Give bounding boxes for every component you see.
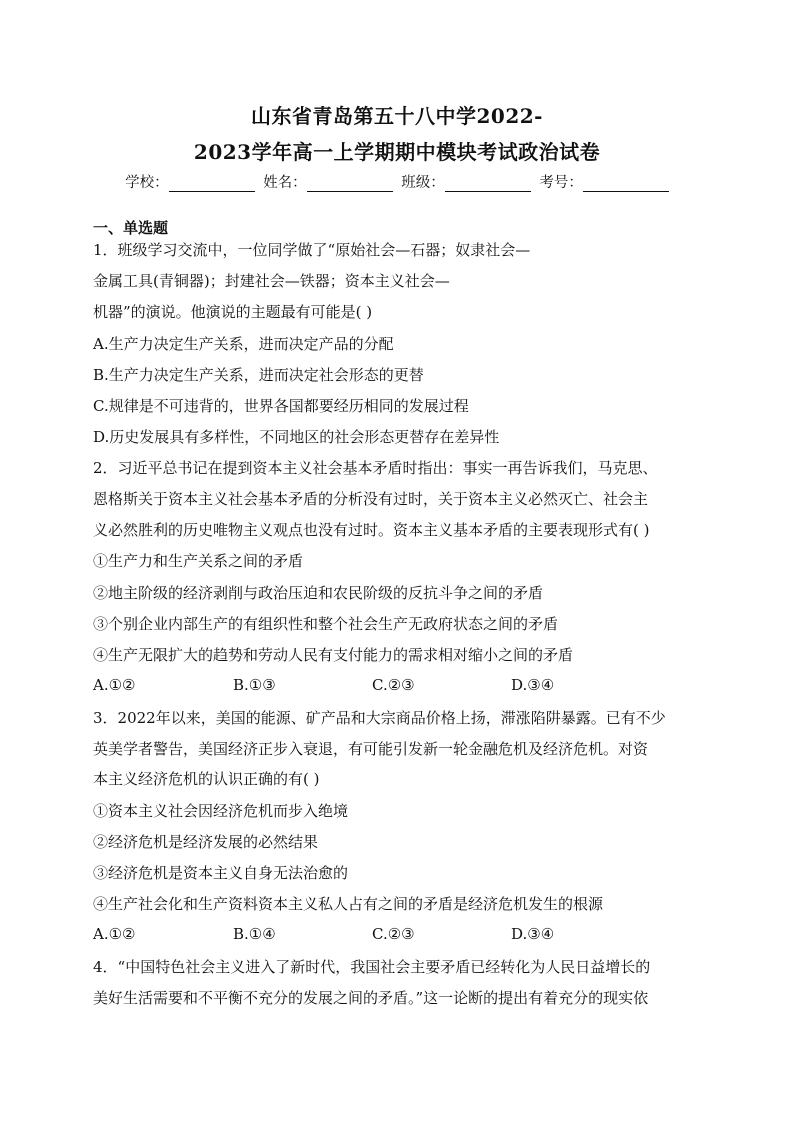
class-blank[interactable] bbox=[445, 176, 531, 192]
q2-option-a[interactable]: A.①② bbox=[93, 676, 136, 694]
exam-title-line2: 2023学年高一上学期期中模块考试政治试卷 bbox=[193, 140, 601, 164]
q2-item: ③个别企业内部生产的有组织性和整个社会生产无政府状态之间的矛盾 bbox=[93, 615, 559, 633]
exam-no-label: 考号： bbox=[539, 175, 583, 191]
q3-stem-line: 本主义经济危机的认识正确的有( ) bbox=[93, 770, 320, 788]
school-blank[interactable] bbox=[169, 176, 255, 192]
q3-item: ①资本主义社会因经济危机而步入绝境 bbox=[93, 802, 349, 820]
q2-stem-line: 2．习近平总书记在提到资本主义社会基本矛盾时指出：事实一再告诉我们，马克思、 bbox=[93, 459, 658, 477]
section-title: 一、单选题 bbox=[93, 219, 169, 237]
q2-item: ④生产无限扩大的趋势和劳动人民有支付能力的需求相对缩小之间的矛盾 bbox=[93, 646, 574, 664]
exam-no-blank[interactable] bbox=[583, 176, 669, 192]
class-label: 班级： bbox=[401, 175, 445, 191]
q1-option-b[interactable]: B.生产力决定生产关系，进而决定社会形态的更替 bbox=[93, 366, 424, 384]
q1-option-c[interactable]: C.规律是不可违背的，世界各国都要经历相同的发展过程 bbox=[93, 397, 469, 415]
q2-item: ①生产力和生产关系之间的矛盾 bbox=[93, 552, 304, 570]
q1-option-d[interactable]: D.历史发展具有多样性，不同地区的社会形态更替存在差异性 bbox=[93, 428, 500, 446]
student-info-row bbox=[0, 171, 794, 192]
q3-option-d[interactable]: D.③④ bbox=[511, 925, 555, 943]
q3-option-b[interactable]: B.①④ bbox=[233, 925, 276, 943]
school-label: 学校： bbox=[125, 175, 169, 191]
name-label: 姓名： bbox=[263, 175, 307, 191]
q3-option-a[interactable]: A.①② bbox=[93, 925, 136, 943]
q1-stem-line: 机器”的演说。他演说的主题最有可能是( ) bbox=[93, 303, 373, 321]
q3-option-c[interactable]: C.②③ bbox=[372, 925, 415, 943]
name-blank[interactable] bbox=[307, 176, 393, 192]
q2-item: ②地主阶级的经济剥削与政治压迫和农民阶级的反抗斗争之间的矛盾 bbox=[93, 584, 544, 602]
q1-option-a[interactable]: A.生产力决定生产关系，进而决定产品的分配 bbox=[93, 335, 394, 353]
q2-stem-line: 恩格斯关于资本主义社会基本矛盾的分析没有过时，关于资本主义必然灭亡、社会主 bbox=[93, 490, 649, 508]
q2-option-c[interactable]: C.②③ bbox=[372, 676, 415, 694]
q1-stem-line: 金属工具(青铜器)；封建社会—铁器；资本主义社会— bbox=[93, 272, 450, 290]
q2-stem-line: 义必然胜利的历史唯物主义观点也没有过时。资本主义基本矛盾的主要表现形式有( ) bbox=[93, 521, 650, 539]
exam-title-line1: 山东省青岛第五十八中学2022- bbox=[251, 104, 543, 128]
q3-item: ②经济危机是经济发展的必然结果 bbox=[93, 833, 319, 851]
q3-stem-line: 3．2022年以来，美国的能源、矿产品和大宗商品价格上扬，滞涨陷阱暴露。已有不少 bbox=[93, 709, 666, 727]
q4-stem-line: 美好生活需要和不平衡不充分的发展之间的矛盾。”这一论断的提出有着充分的现实依 bbox=[93, 989, 649, 1007]
q4-stem-line: 4．“中国特色社会主义进入了新时代，我国社会主要矛盾已经转化为人民日益增长的 bbox=[93, 958, 651, 976]
q2-option-d[interactable]: D.③④ bbox=[511, 676, 555, 694]
q1-stem-line: 1．班级学习交流中，一位同学做了“原始社会—石器；奴隶社会— bbox=[93, 241, 531, 259]
q3-item: ③经济危机是资本主义自身无法治愈的 bbox=[93, 864, 349, 882]
q3-item: ④生产社会化和生产资料资本主义私人占有之间的矛盾是经济危机发生的根源 bbox=[93, 895, 604, 913]
q3-stem-line: 英美学者警告，美国经济正步入衰退，有可能引发新一轮金融危机及经济危机。对资 bbox=[93, 740, 649, 758]
q2-option-b[interactable]: B.①③ bbox=[233, 676, 276, 694]
